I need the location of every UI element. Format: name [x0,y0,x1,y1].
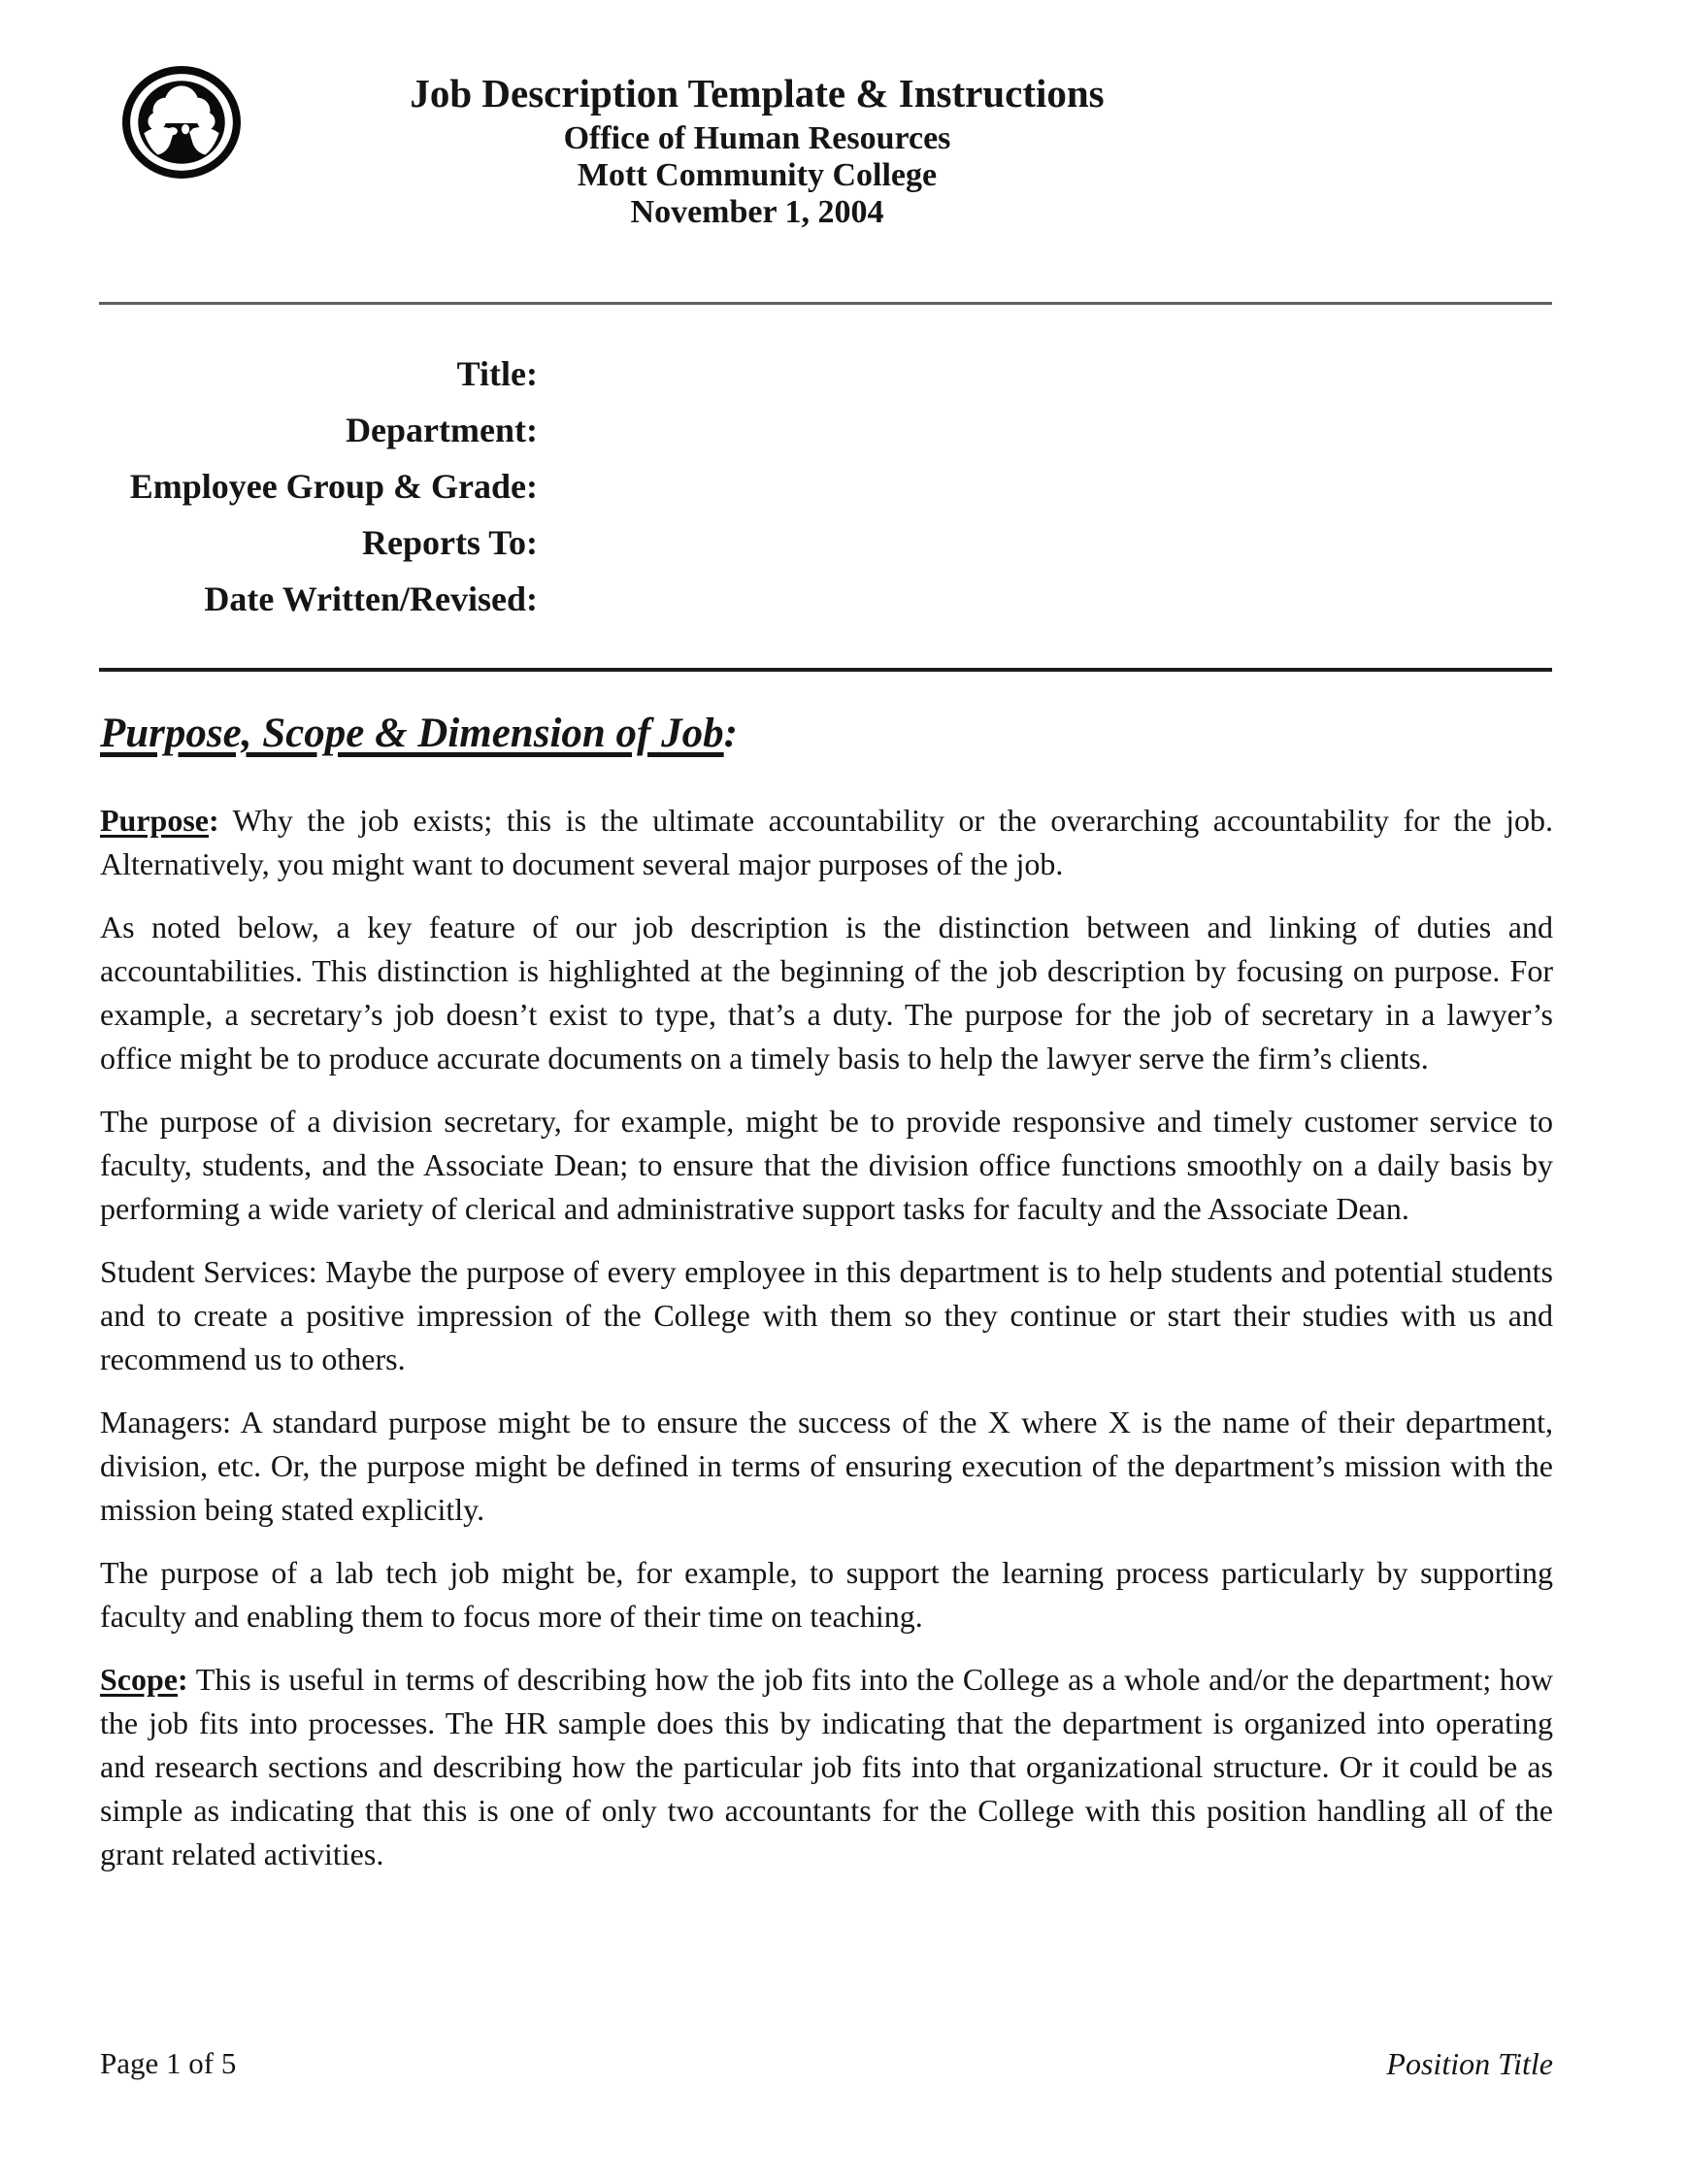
paragraph-text: The purpose of a lab tech job might be, for example, to support the learning process particularly by supporting faculty and enabling them to focus more of their time on teaching. [100,1555,1553,1634]
paragraph-division-secretary [100,1100,1553,1231]
paragraph-lab-tech [100,1551,1553,1638]
section-heading-colon: : [723,711,738,756]
form-row-reports-to [97,514,542,571]
horizontal-rule-top [99,302,1552,305]
form-label-date-written: Date Written/Revised: [204,579,538,618]
form-label-reports-to: Reports To: [361,523,538,562]
paragraph-scope: Scope: This is useful in terms of describing how the job fits into the College as a whole and/or the department; how the job fits into processes. The HR sample does this by indicating that the department is organized into operating and research sections and describing how the particular job fits into that organizational structure. Or it could be as simple as indicating that this is one of only two accountants for the College with this position handling all of the grant related activities. [100,1662,1554,1871]
header-college-line: Mott Community College [577,157,938,193]
job-info-form [97,346,542,627]
form-label-employee-group: Employee Group & Grade: [129,467,538,506]
paragraph-purpose: Purpose: Why the job exists; this is the ultimate accountability or the overarching accountability for the job. Alternatively, you might want to document several major purposes of the job. [100,803,1554,881]
paragraph-text: This is useful in terms of describing how the job fits into the College as a whole and/or the department; how the job fits into processes. The HR sample does this by indicating that the department is organized into operating and research sections and describing how the particular job fits into that organizational structure. Or it could be as simple as indicating that this is one of only two accountants for the College with this position handling all of the grant related activities. [100,1662,1554,1871]
form-row-title [97,346,542,402]
form-label-department: Department: [346,411,538,449]
form-row-date-written [97,571,542,627]
section-heading [100,710,1553,758]
header-office-line: Office of Human Resources [563,120,951,156]
form-row-department [97,402,542,458]
paragraph-lead: Purpose [100,803,209,838]
document-body [100,710,1553,1896]
footer-position-title: Position Title [1386,2046,1553,2081]
paragraph-text: The purpose of a division secretary, for example, might be to provide responsive and timely customer service to faculty, students, and the Associate Dean; to ensure that the division office functions smoothly on a daily basis by performing a wide variety of clerical and administrative support tasks for faculty and the Associate Dean. [100,1104,1553,1226]
paragraph-as-noted [100,906,1553,1080]
horizontal-rule-bottom [99,668,1552,672]
paragraph-text: Why the job exists; this is the ultimate accountability or the overarching accountability for the job. Alternatively, you might want to document several major purposes of the job. [100,803,1554,881]
paragraph-text: Managers: A standard purpose might be to ensure the success of the X where X is the name of their department, division, etc. Or, the purpose might be defined in terms of ensuring execution of the department’s mission with the mission being stated explicitly. [100,1405,1553,1527]
paragraph-managers [100,1401,1553,1532]
form-row-employee-group [97,458,542,514]
document-title: Job Description Template & Instructions [410,71,1105,116]
document-header [97,71,1417,232]
paragraph-text: As noted below, a key feature of our job description is the distinction between and linking of duties and accountabilities. This distinction is highlighted at the beginning of the job description by focusing on purpose. For example, a secretary’s job doesn’t exist to type, that’s a duty. The purpose for the job of secretary in a lawyer’s office might be to produce accurate documents on a timely basis to help the lawyer serve the firm’s clients. [100,910,1553,1075]
page-number: Page 1 of 5 [100,2046,237,2080]
form-label-title: Title: [456,354,538,393]
paragraph-text: Student Services: Maybe the purpose of every employee in this department is to help students and potential students and to create a positive impression of the College with them so they continue or start their studies with us and recommend us to others. [100,1254,1553,1376]
section-heading-text: Purpose, Scope & Dimension of Job [100,711,724,756]
paragraph-lead: Scope [100,1662,178,1697]
paragraph-student-services [100,1250,1553,1381]
header-date-line: November 1, 2004 [630,194,884,230]
